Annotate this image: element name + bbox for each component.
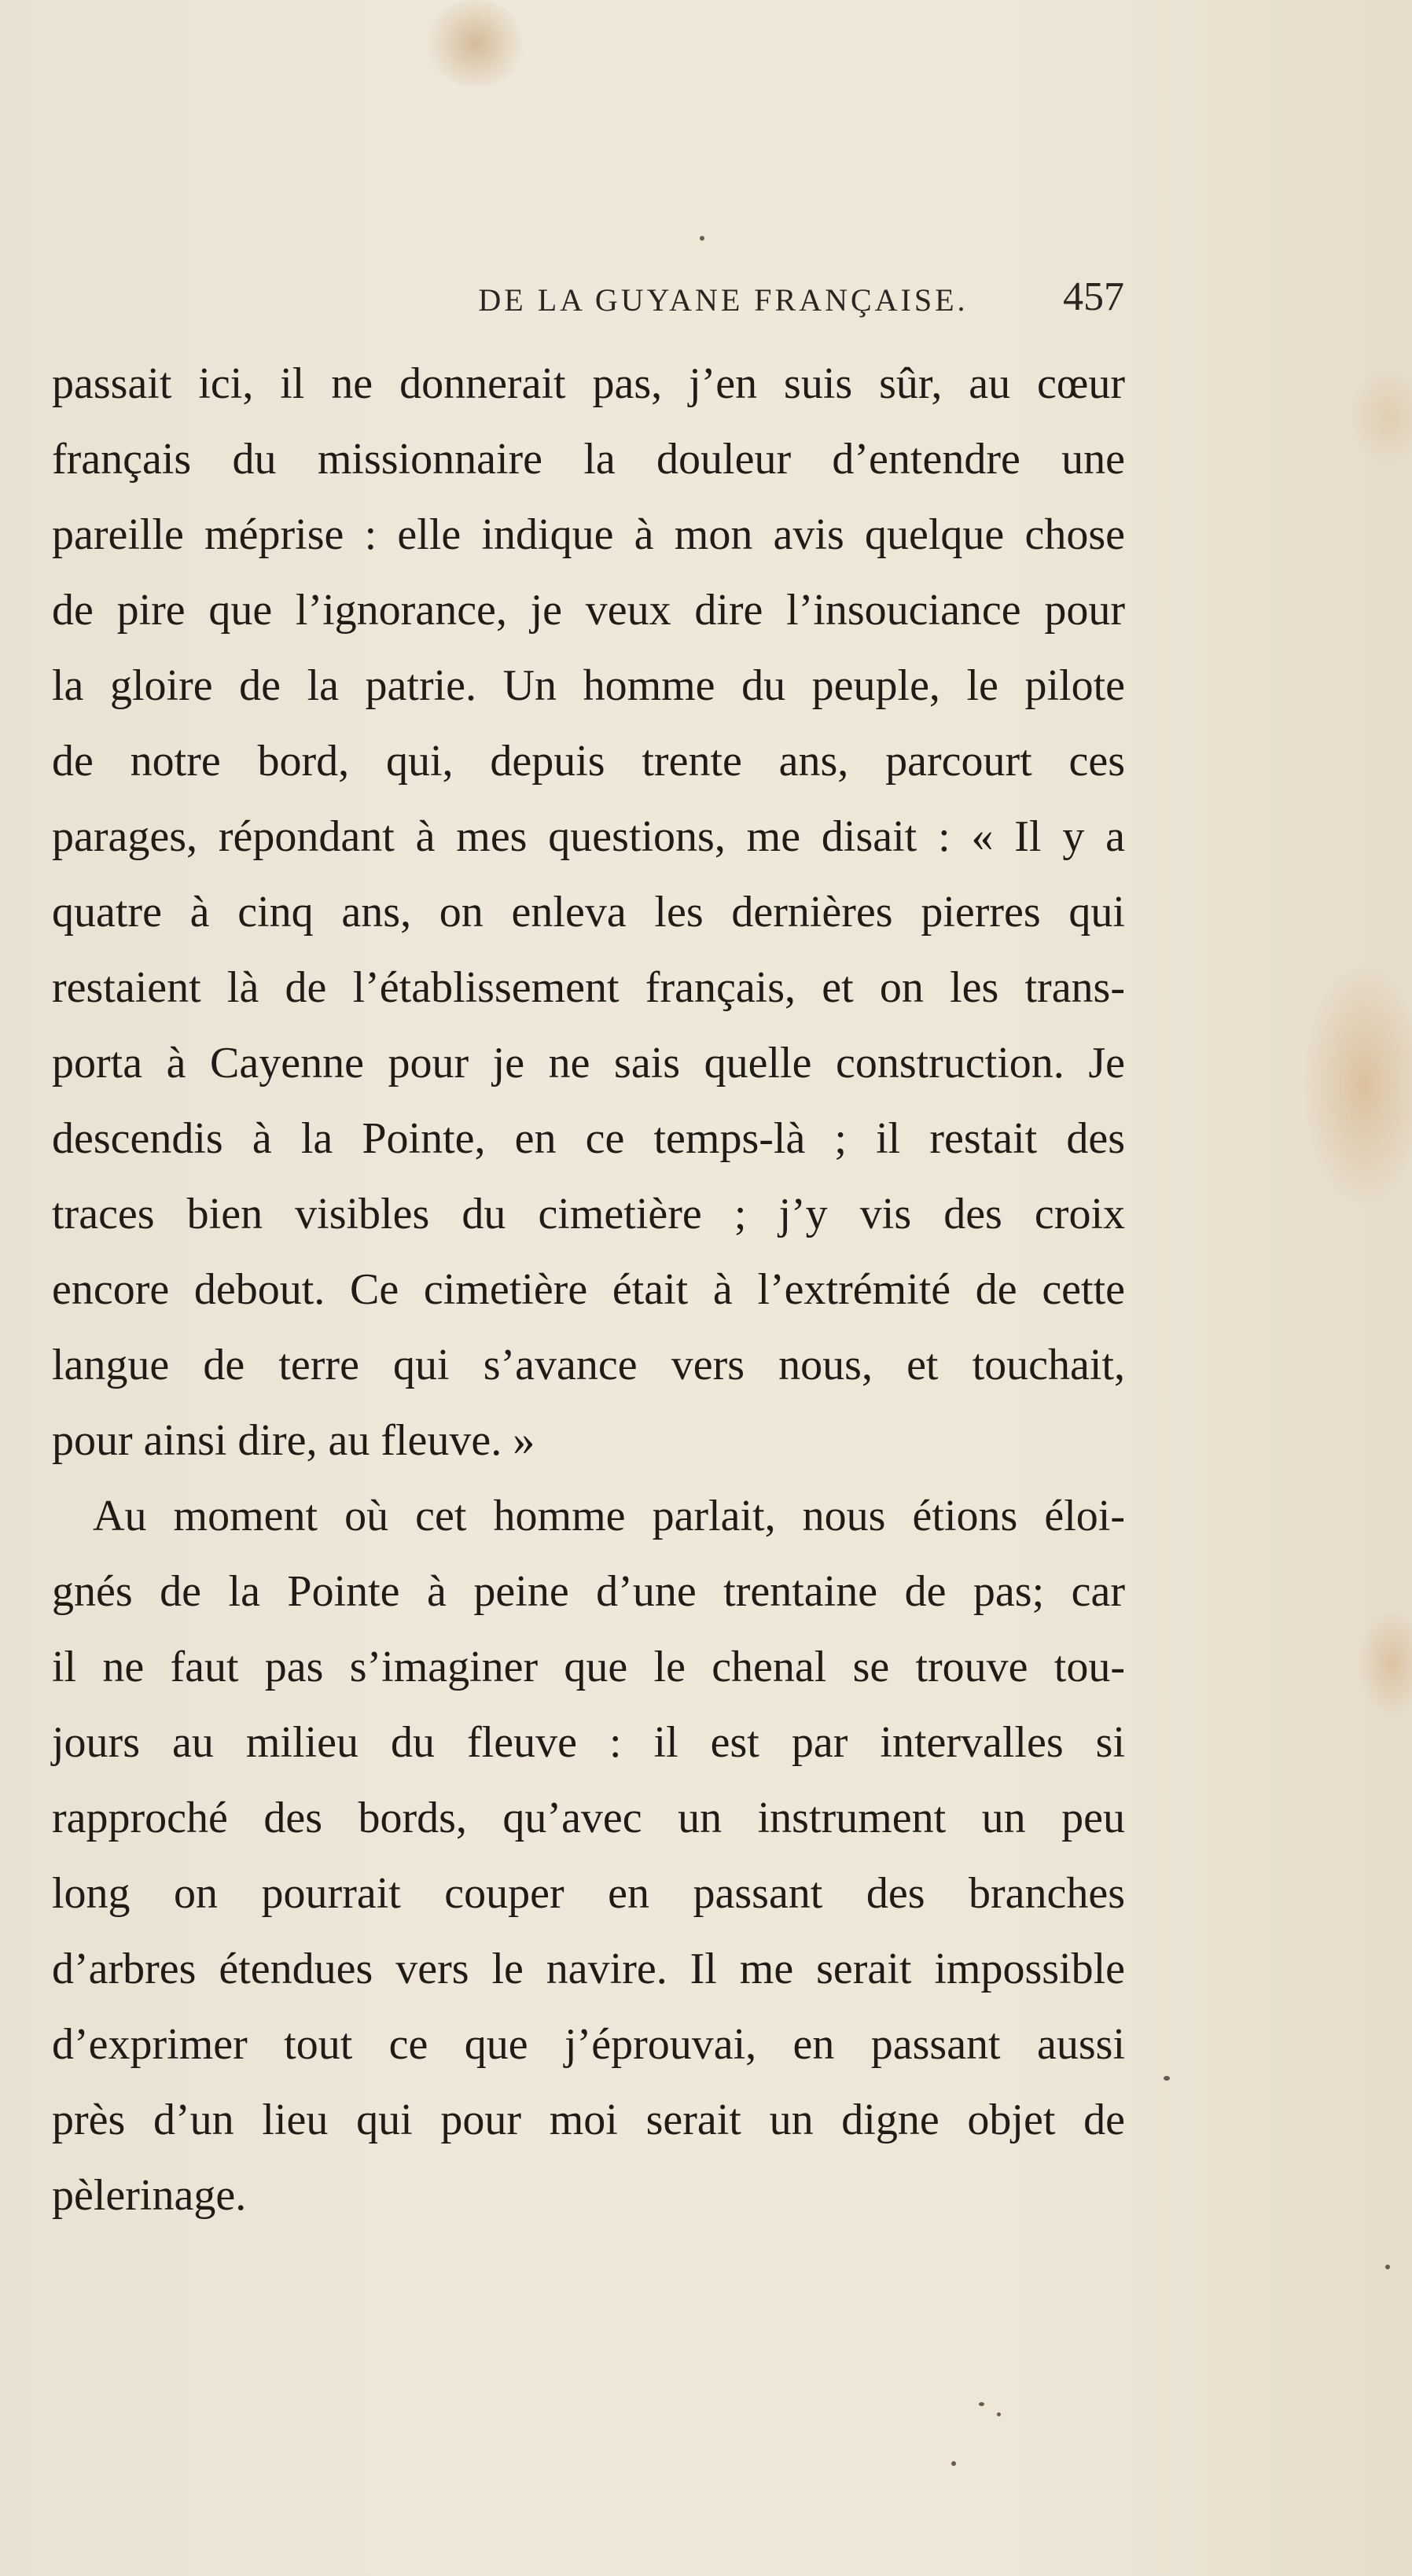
text-line: pour ainsi dire, au fleuve. » (52, 1416, 535, 1465)
text-line: porta à Cayenne pour je ne sais quelle construction. Je (52, 1039, 1125, 1087)
paper-speck (700, 236, 704, 241)
paper-speck (979, 2402, 984, 2406)
text-line: langue de terre qui s’avance vers nous, et touchait, (52, 1341, 1125, 1389)
paper-stain (1352, 370, 1412, 464)
paper-speck (951, 2461, 956, 2466)
text-line: restaient là de l’établissement français, et on les trans- (52, 963, 1125, 1012)
running-title: DE LA GUYANE FRANÇAISE. (478, 282, 969, 318)
text-line: Au moment où cet homme parlait, nous étions éloi- (93, 1492, 1125, 1540)
text-line: pareille méprise : elle indique à mon avis quelque chose (52, 510, 1125, 559)
text-line: quatre à cinq ans, on enleva les dernières pierres qui (52, 888, 1125, 937)
text-line: il ne faut pas s’imaginer que le chenal se trouve tou- (52, 1643, 1125, 1691)
text-line: près d’un lieu qui pour moi serait un digne objet de (52, 2096, 1125, 2144)
text-line: d’exprimer tout ce que j’éprouvai, en passant aussi (52, 2020, 1125, 2069)
paper-speck (1164, 2076, 1170, 2081)
text-line: parages, répondant à mes questions, me disait : « Il y a (52, 812, 1125, 861)
text-line: d’arbres étendues vers le navire. Il me serait impossible (52, 1945, 1125, 1993)
text-line: passait ici, il ne donnerait pas, j’en suis sûr, au cœur (52, 359, 1125, 408)
body-text (52, 346, 1125, 2233)
text-line: pèlerinage. (52, 2171, 247, 2220)
text-line: jours au milieu du fleuve : il est par intervalles si (52, 1718, 1125, 1767)
text-line: rapproché des bords, qu’avec un instrument un peu (52, 1794, 1125, 1842)
text-line: descendis à la Pointe, en ce temps-là ; il restait des (52, 1114, 1125, 1163)
text-line: long on pourrait couper en passant des branches (52, 1869, 1125, 1918)
text-line: de notre bord, qui, depuis trente ans, parcourt ces (52, 737, 1125, 786)
text-line: encore debout. Ce cimetière était à l’extrémité de cette (52, 1265, 1125, 1314)
text-line: de pire que l’ignorance, je veux dire l’insouciance pour (52, 586, 1125, 635)
text-line: traces bien visibles du cimetière ; j’y vis des croix (52, 1190, 1125, 1238)
paper-speck (997, 2412, 1001, 2416)
text-line: gnés de la Pointe à peine d’une trentaine de pas; car (52, 1567, 1125, 1616)
page-number: 457 (1063, 274, 1124, 319)
paper-stain (425, 0, 527, 86)
paper-speck (1385, 2265, 1390, 2269)
text-line: français du missionnaire la douleur d’entendre une (52, 435, 1125, 484)
text-line: la gloire de la patrie. Un homme du peuple, le pilote (52, 661, 1125, 710)
paper-stain (1305, 967, 1412, 1203)
paper-stain (1360, 1612, 1412, 1714)
